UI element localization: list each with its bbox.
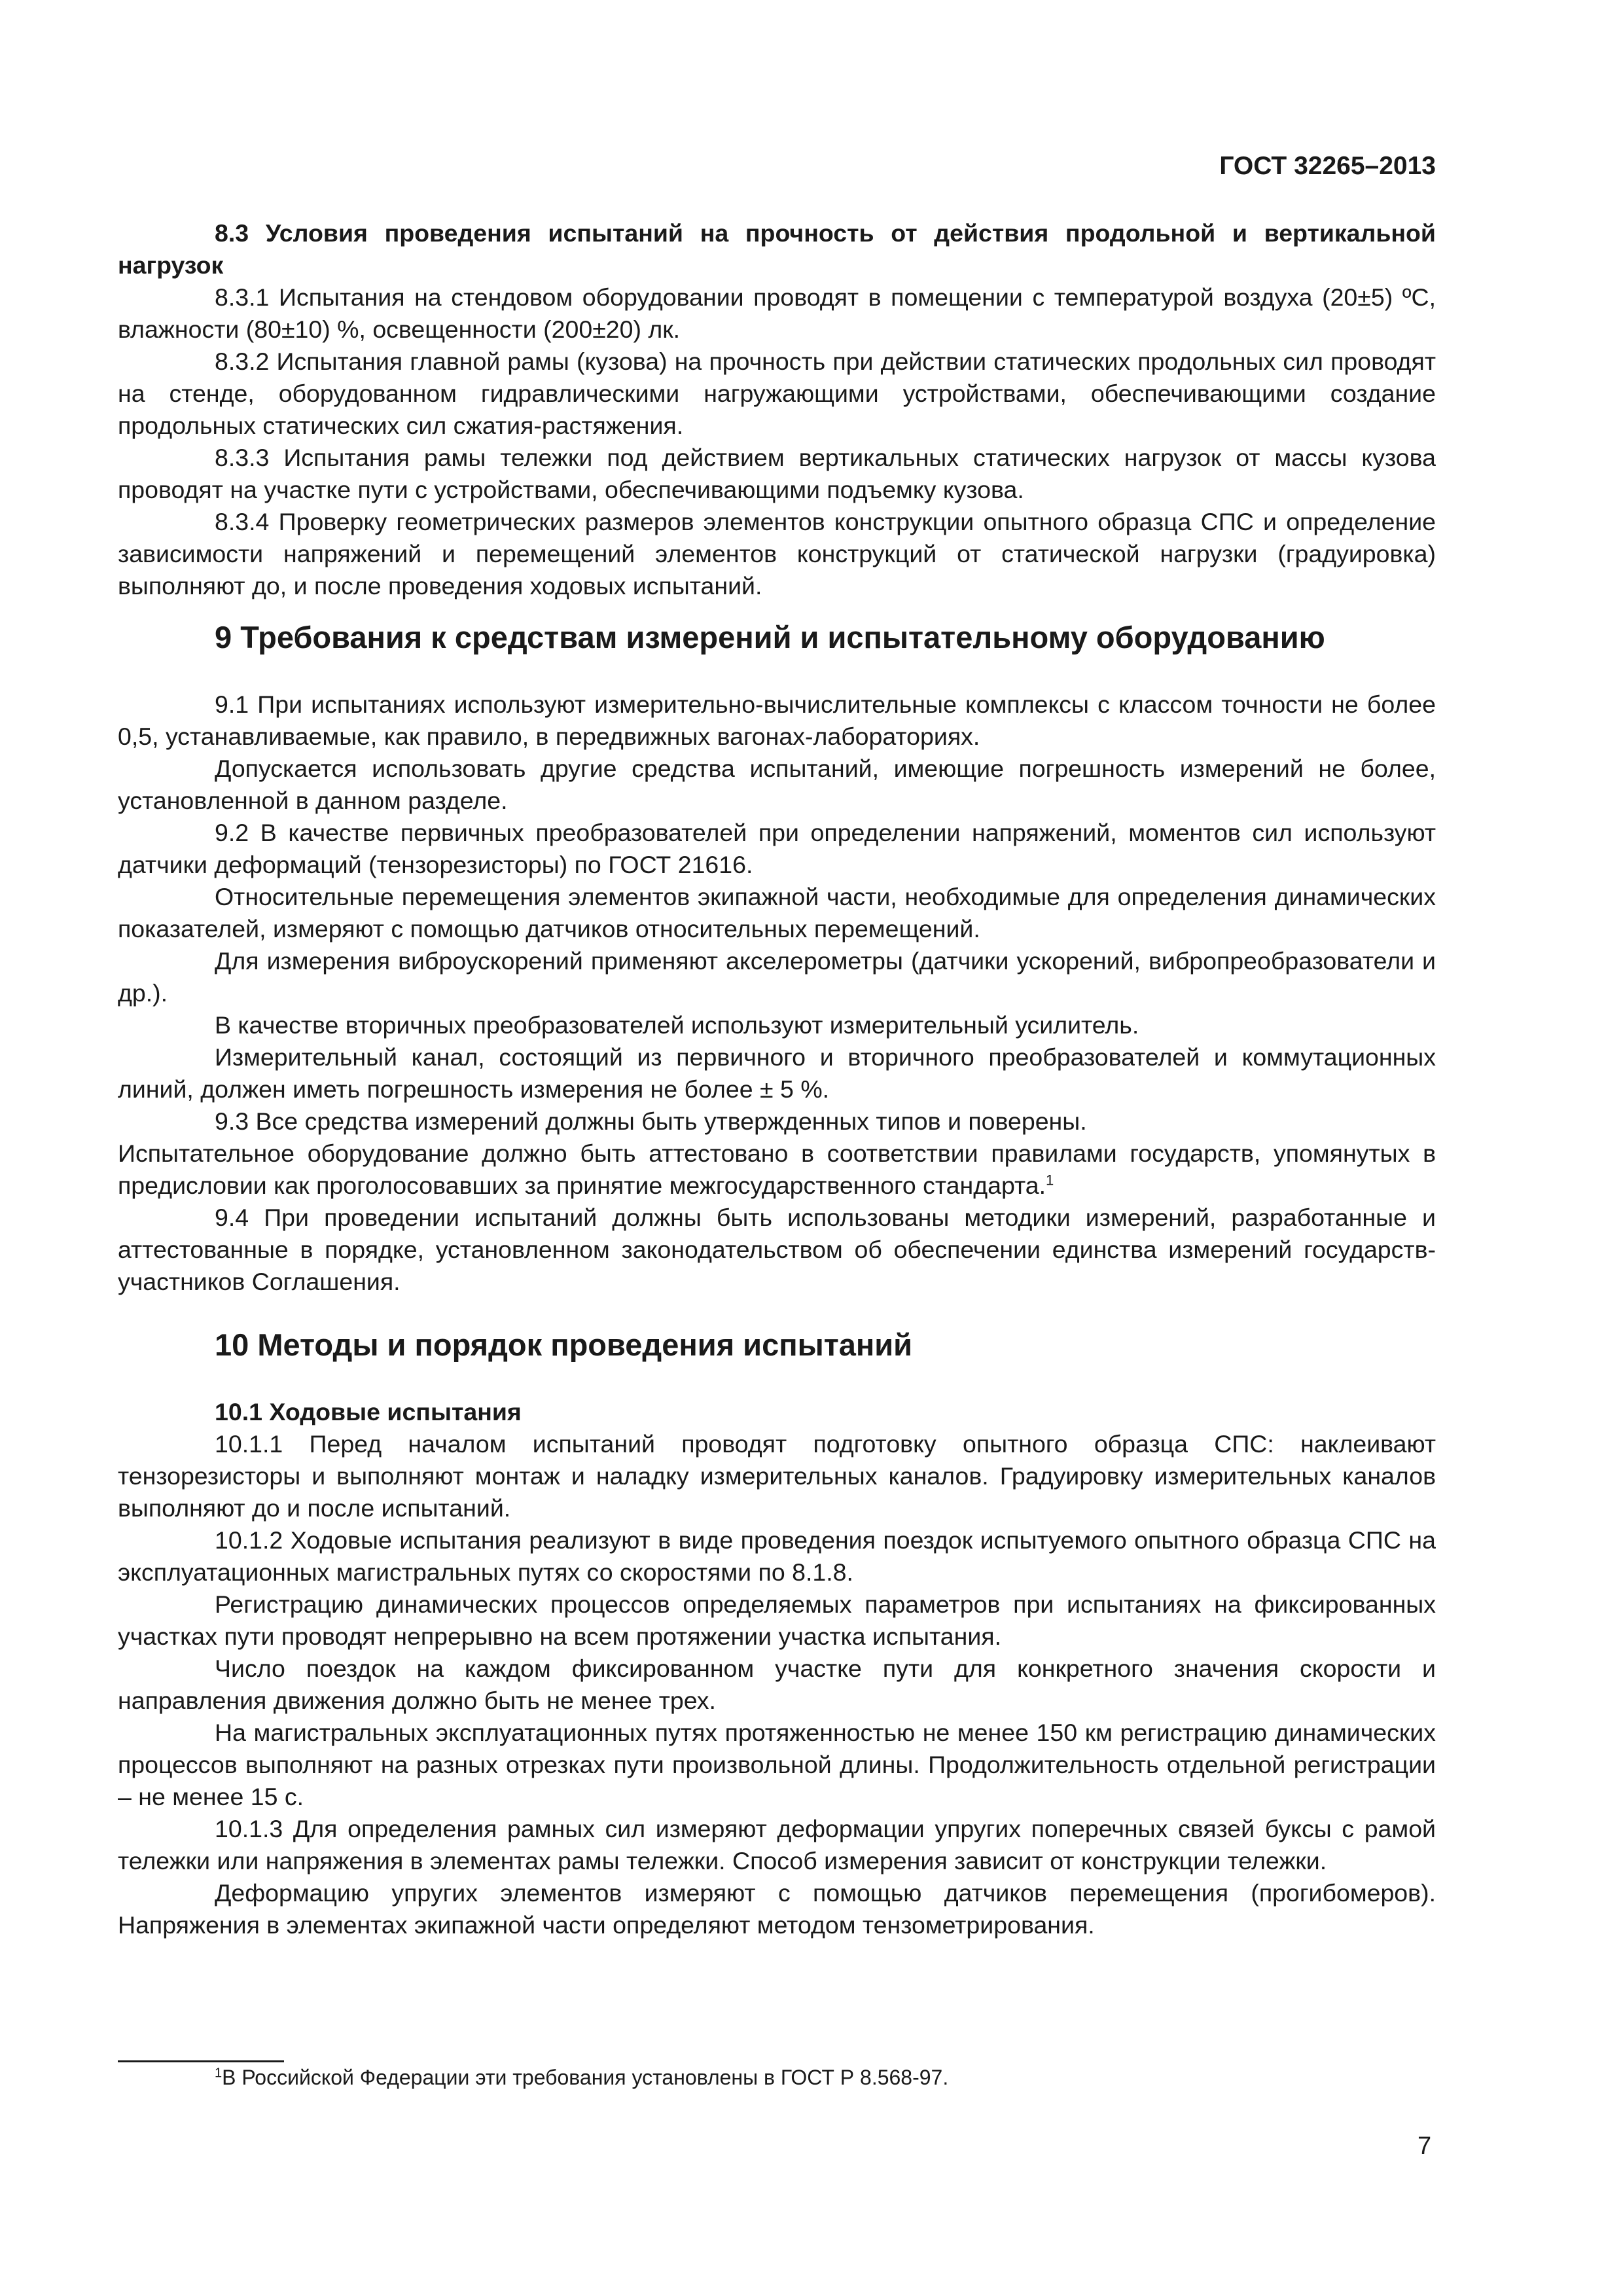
paragraph-10-1-2-c: Число поездок на каждом фиксированном участке пути для конкретного значения скорости и направления движения должно быть не менее трех. [118,1655,1436,1714]
paragraph-9-1-b: Допускается использовать другие средства испытаний, имеющие погрешность измерений не более, установленной в данном разделе. [118,755,1436,814]
paragraph-10-1-1: 10.1.1 Перед началом испытаний проводят подготовку опытного образца СПС: наклеивают тензорезисторы и выполняют монтаж и наладку измерительных каналов. Градуировку измерительных каналов выполняют до и после испытаний. [118,1430,1436,1522]
footnote-ref: 1 [1046,1172,1054,1189]
paragraph-8-3-2: 8.3.2 Испытания главной рамы (кузова) на прочность при действии статических продольных сил проводят на стенде, оборудованном гидравлическими нагружающими устройствами, обеспечивающими создание продольных статических сил сжатия-растяжения. [118,348,1436,439]
paragraph-9-2-c: Для измерения виброускорений применяют акселерометры (датчики ускорений, вибропреобразователи и др.). [118,947,1436,1007]
paragraph-9-2-b: Относительные перемещения элементов экипажной части, необходимые для определения динамических показателей, измеряют с помощью датчиков относительных перемещений. [118,883,1436,942]
paragraph-10-1-3-b: Деформацию упругих элементов измеряют с помощью датчиков перемещения (прогибомеров). Напряжения в элементах экипажной части определяют методом тензометрирования. [118,1879,1436,1939]
paragraph-9-2: 9.2 В качестве первичных преобразователей при определении напряжений, моментов сил используют датчики деформаций (тензорезисторы) по ГОСТ 21616. [118,819,1436,878]
paragraph-9-3-b [118,1138,1436,1202]
page-content [118,217,1436,1941]
subsection-heading-8-3: 8.3 Условия проведения испытаний на прочность от действия продольной и вертикальной нагрузок [118,219,1436,279]
paragraph-10-1-2: 10.1.2 Ходовые испытания реализуют в виде проведения поездок испытуемого опытного образца СПС на эксплуатационных магистральных путях со скоростями по 8.1.8. [118,1526,1436,1586]
paragraph-9-1: 9.1 При испытаниях используют измерительно-вычислительные комплексы с классом точности не более 0,5, устанавливаемые, как правило, в передвижных вагонах-лабораториях. [118,691,1436,750]
footnote [215,2064,948,2090]
page-number: 7 [1418,2132,1432,2160]
paragraph-10-1-3: 10.1.3 Для определения рамных сил измеряют деформации упругих поперечных связей буксы с рамой тележки или напряжения в элементах рамы тележки. Способ измерения зависит от конструкции тележки. [118,1815,1436,1874]
section-title-10: 10 Методы и порядок проведения испытаний [215,1327,913,1362]
paragraph-8-3-3: 8.3.3 Испытания рамы тележки под действием вертикальных статических нагрузок от массы кузова проводят на участке пути с устройствами, обеспечивающими подъемку кузова. [118,444,1436,503]
paragraph-10-1-2-d: На магистральных эксплуатационных путях протяженностью не менее 150 км регистрацию динамических процессов выполняют на разных отрезках пути произвольной длины. Продолжительность отдельной регистрации – не менее 15 с. [118,1719,1436,1810]
section-title-9: 9 Требования к средствам измерений и испытательному оборудованию [215,620,1325,655]
paragraph-9-3: 9.3 Все средства измерений должны быть утвержденных типов и поверены. [215,1107,1087,1135]
page-header-doc-id: ГОСТ 32265–2013 [1219,152,1436,180]
footnote-text: В Российской Федерации эти требования установлены в ГОСТ Р 8.568-97. [222,2066,949,2089]
paragraph-9-4: 9.4 При проведении испытаний должны быть использованы методики измерений, разработанные и аттестованные в порядке, установленном законодательством об обеспечении единства измерений государств-участников Соглашения. [118,1204,1436,1295]
subsection-heading-10-1: 10.1 Ходовые испытания [215,1398,522,1426]
paragraph-8-3-4: 8.3.4 Проверку геометрических размеров элементов конструкции опытного образца СПС и определение зависимости напряжений и перемещений элементов конструкций от статической нагрузки (градуировка) выполняют до, и после проведения ходовых испытаний. [118,508,1436,600]
footnote-mark: 1 [215,2066,223,2081]
paragraph-9-2-e: Измерительный канал, состоящий из первичного и вторичного преобразователей и коммутационных линий, должен иметь погрешность измерения не более ± 5 %. [118,1043,1436,1103]
paragraph-10-1-2-b: Регистрацию динамических процессов определяемых параметров при испытаниях на фиксированных участках пути проводят непрерывно на всем протяжении участка испытания. [118,1590,1436,1650]
footnote-separator [118,2060,284,2062]
paragraph-9-3-b-text: Испытательное оборудование должно быть аттестовано в соответствии правилами государств, упомянутых в предисловии как проголосовавших за принятие межгосударственного стандарта. [118,1139,1436,1199]
paragraph-9-2-d: В качестве вторичных преобразователей используют измерительный усилитель. [215,1011,1139,1039]
paragraph-8-3-1: 8.3.1 Испытания на стендовом оборудовании проводят в помещении с температурой воздуха (20±5) ºС, влажности (80±10) %, освещенности (200±20) лк. [118,283,1436,343]
